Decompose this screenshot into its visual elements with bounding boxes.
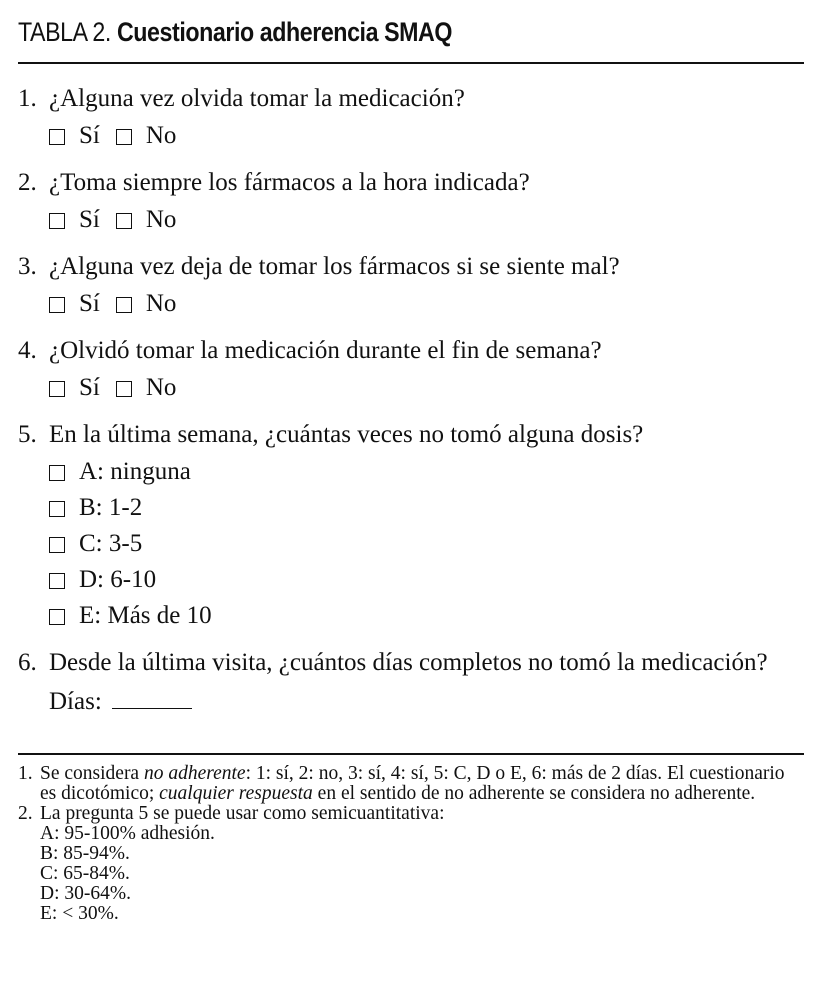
footnote-scale-b: B: 85-94%. (40, 843, 130, 864)
option-e[interactable] (49, 598, 788, 634)
question-3 (18, 248, 804, 322)
checkbox-icon[interactable] (116, 129, 132, 145)
option-label: A: ninguna (79, 458, 191, 485)
days-blank-input[interactable] (112, 686, 192, 709)
footnote-2 (18, 804, 804, 824)
checkbox-icon[interactable] (116, 213, 132, 229)
option-label: E: Más de 10 (79, 602, 212, 629)
checkbox-icon[interactable] (49, 537, 65, 553)
option-no[interactable] (116, 202, 177, 238)
answer-options (18, 454, 804, 634)
days-field (18, 682, 804, 722)
option-label: No (145, 122, 177, 149)
option-label: No (145, 374, 177, 401)
option-a[interactable] (49, 454, 788, 490)
question-text: ¿Toma siempre los fármacos a la hora indicada? (49, 169, 530, 196)
option-label: C: 3-5 (79, 530, 143, 557)
footnote-emphasis: cualquier respuesta (159, 783, 313, 804)
option-label: No (145, 206, 177, 233)
footnote-text: La pregunta 5 se puede usar como semicuantitativa: (40, 803, 445, 824)
option-si[interactable] (49, 118, 100, 154)
question-text: ¿Alguna vez olvida tomar la medicación? (49, 85, 465, 112)
question-5 (18, 416, 804, 634)
question-number: 5. (18, 421, 37, 448)
question-4 (18, 332, 804, 406)
checkbox-icon[interactable] (49, 573, 65, 589)
answer-options (18, 286, 804, 322)
footnote-scale-e: E: < 30%. (40, 903, 119, 924)
checkbox-icon[interactable] (49, 129, 65, 145)
option-label: Sí (79, 122, 100, 149)
checkbox-icon[interactable] (49, 297, 65, 313)
option-si[interactable] (49, 286, 100, 322)
option-label: Sí (79, 290, 100, 317)
option-label: No (145, 290, 177, 317)
footnote-scale-d: D: 30-64%. (40, 883, 131, 904)
footnote-scale-c: C: 65-84%. (40, 863, 130, 884)
option-label: Sí (79, 374, 100, 401)
top-rule (18, 62, 804, 64)
option-si[interactable] (49, 202, 100, 238)
footnote-scale-a: A: 95-100% adhesión. (40, 823, 215, 844)
bottom-rule (18, 753, 804, 755)
question-1 (18, 80, 804, 154)
checkbox-icon[interactable] (116, 297, 132, 313)
question-2 (18, 164, 804, 238)
answer-options (18, 118, 804, 154)
footnote-text-part: en el sentido de no adherente se considera no adherente. (312, 783, 756, 804)
question-number: 6. (18, 649, 37, 676)
option-label: D: 6-10 (79, 566, 157, 593)
question-text: Desde la última visita, ¿cuántos días completos no tomó la medicación? (49, 649, 768, 676)
table-name: Cuestionario adherencia SMAQ (116, 17, 453, 47)
question-number: 1. (18, 85, 37, 112)
option-no[interactable] (116, 286, 177, 322)
checkbox-icon[interactable] (49, 381, 65, 397)
answer-options (18, 370, 804, 406)
option-c[interactable] (49, 526, 788, 562)
checkbox-icon[interactable] (49, 501, 65, 517)
footnote-number: 2. (18, 803, 33, 824)
table-title (18, 14, 452, 50)
table-label: TABLA 2. (18, 17, 111, 47)
option-d[interactable] (49, 562, 788, 598)
answer-options (18, 202, 804, 238)
question-text: ¿Olvidó tomar la medicación durante el fin de semana? (49, 337, 602, 364)
days-label: Días: (49, 688, 102, 715)
checkbox-icon[interactable] (49, 213, 65, 229)
footnote-1 (18, 764, 804, 804)
footnote-emphasis: no adherente (143, 763, 246, 784)
question-number: 2. (18, 169, 37, 196)
option-no[interactable] (116, 118, 177, 154)
checkbox-icon[interactable] (49, 609, 65, 625)
footnotes (18, 764, 804, 924)
question-number: 3. (18, 253, 37, 280)
footnote-number: 1. (18, 763, 33, 784)
footnote-text-part: : 1: sí, 2: no, 3: sí, 4: sí, 5: C, D o E, 6: más de 2 días. El cuestionario es dicotómico; (40, 763, 785, 804)
footnote-text-part: Se considera (40, 763, 144, 784)
option-b[interactable] (49, 490, 788, 526)
option-si[interactable] (49, 370, 100, 406)
questionnaire (18, 80, 804, 732)
question-text: En la última semana, ¿cuántas veces no tomó alguna dosis? (49, 421, 644, 448)
checkbox-icon[interactable] (116, 381, 132, 397)
checkbox-icon[interactable] (49, 465, 65, 481)
footnote-text (40, 764, 804, 804)
option-label: B: 1-2 (79, 494, 143, 521)
question-6 (18, 644, 804, 722)
option-no[interactable] (116, 370, 177, 406)
question-text: ¿Alguna vez deja de tomar los fármacos si se siente mal? (49, 253, 620, 280)
question-number: 4. (18, 337, 37, 364)
option-label: Sí (79, 206, 100, 233)
